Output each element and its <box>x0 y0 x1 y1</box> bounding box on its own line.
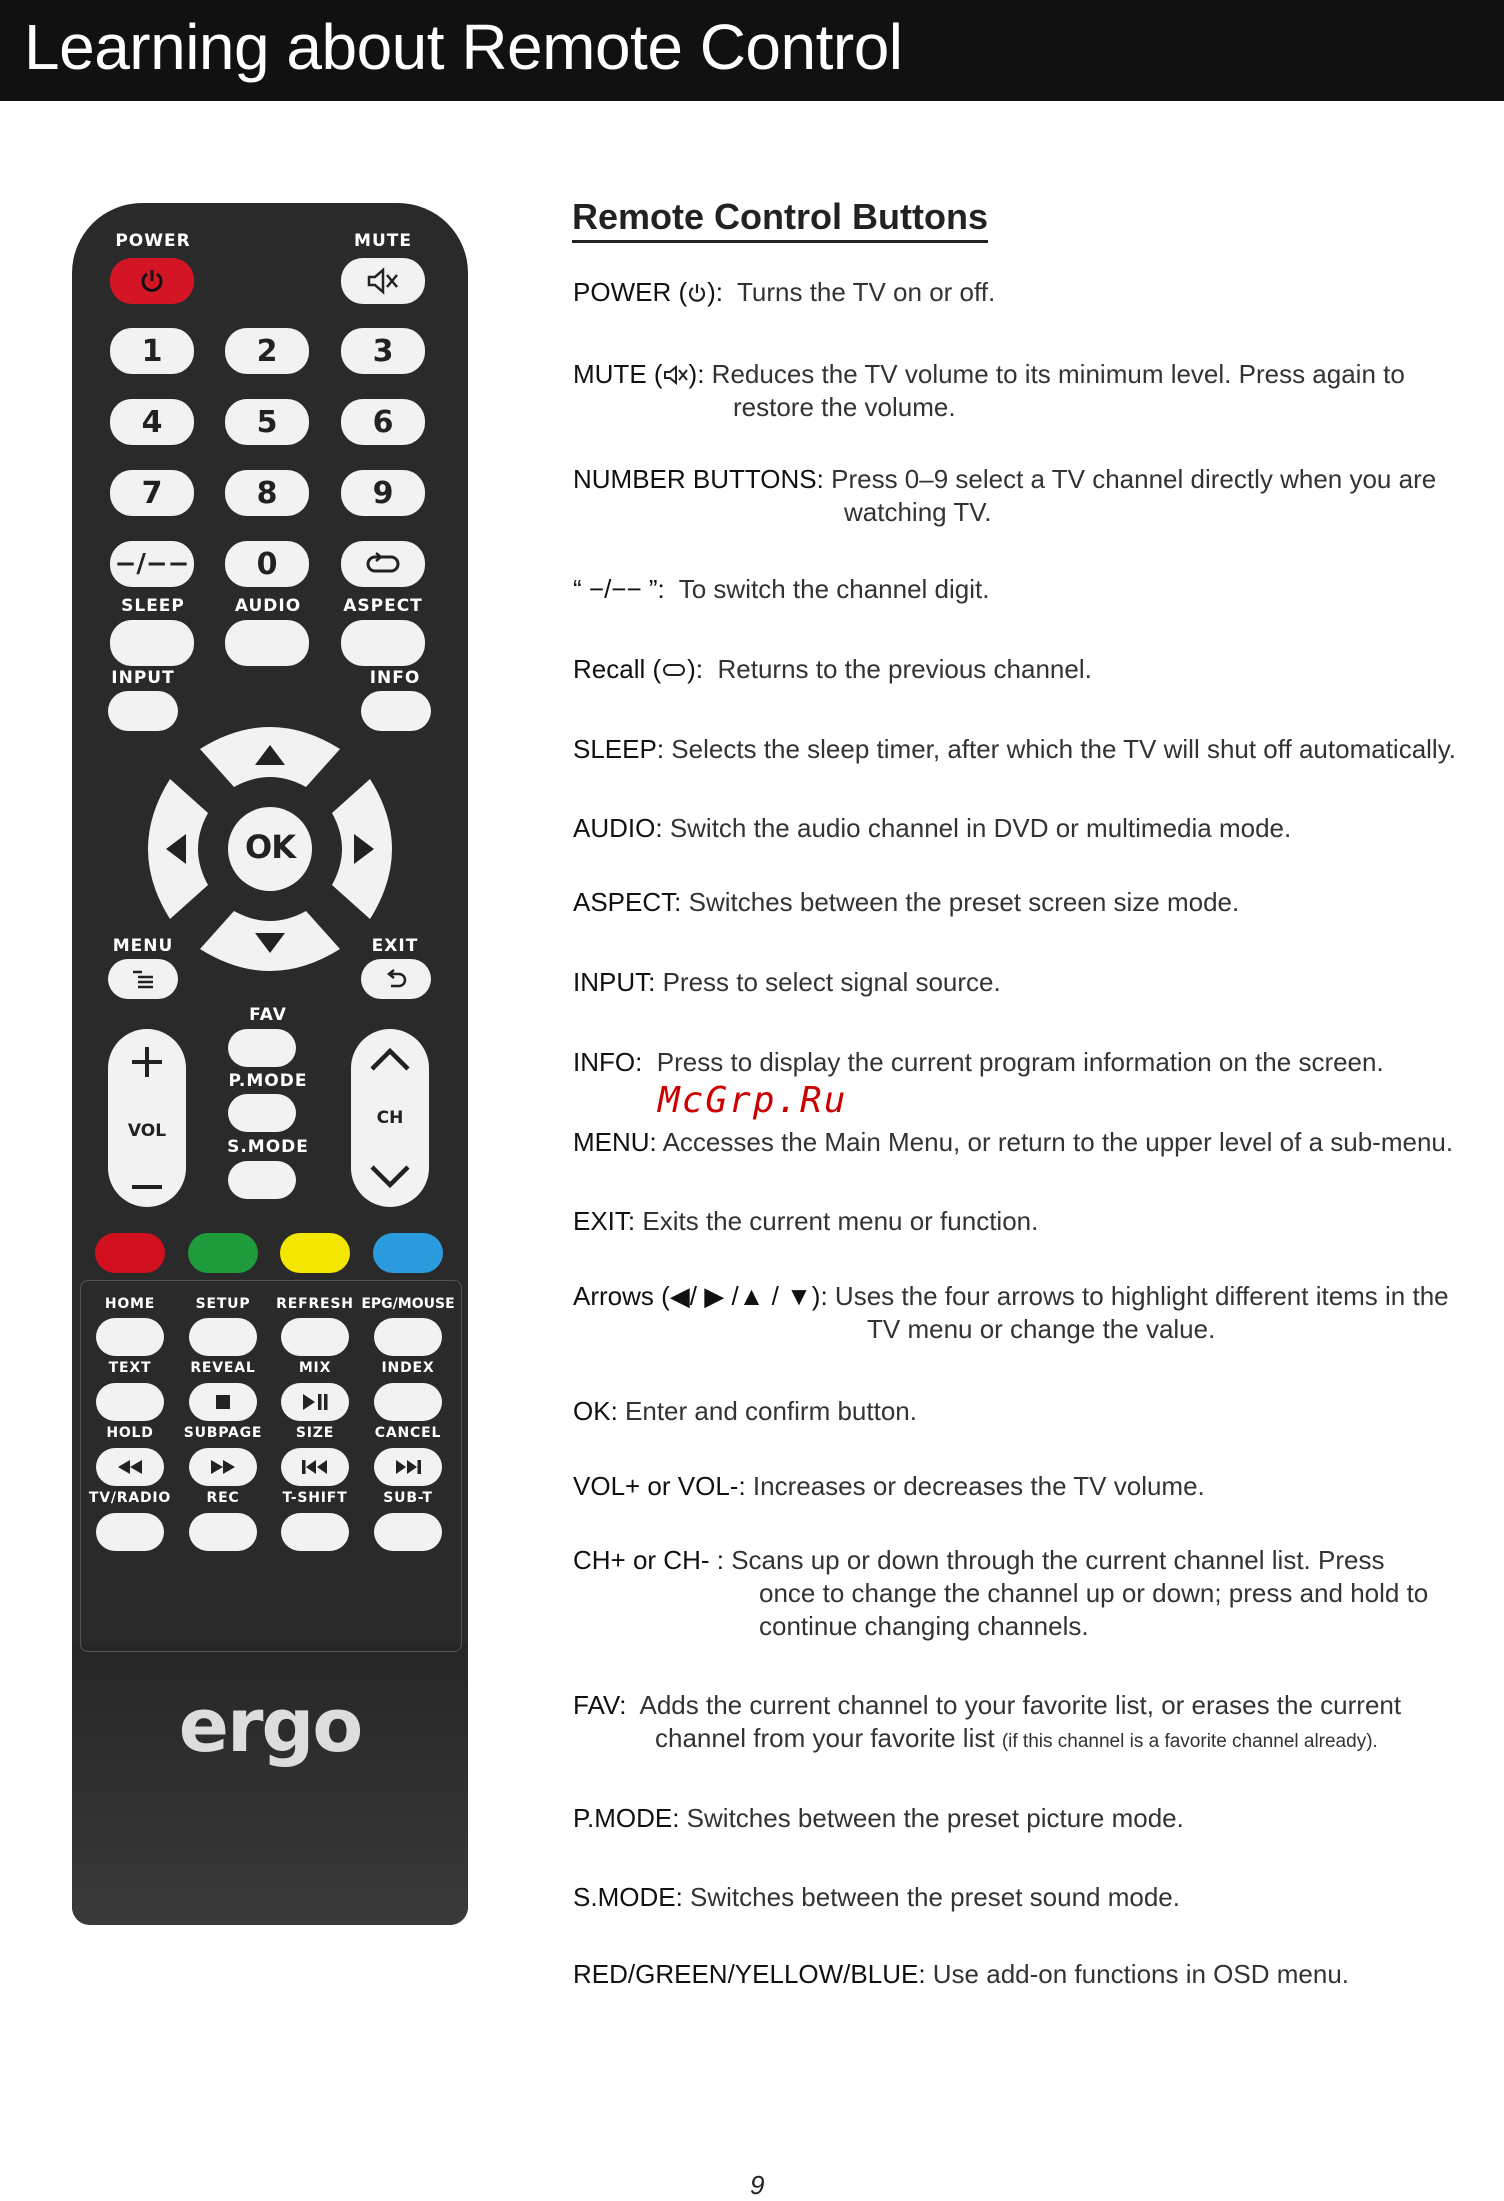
dash-button[interactable]: −/−− <box>110 541 194 587</box>
entry-aspect <box>573 886 1493 919</box>
power-icon <box>687 282 707 304</box>
pmode-desc: Switches between the preset picture mode. <box>686 1803 1184 1833</box>
info-key: INFO: <box>573 1047 643 1077</box>
digit-3-button[interactable]: 3 <box>341 328 425 374</box>
remote-illustration <box>72 203 468 1925</box>
hold-button[interactable] <box>96 1448 164 1486</box>
exit-label: EXIT <box>371 936 419 956</box>
ch-key: CH+ or CH- : <box>573 1545 724 1575</box>
tshift-label: T-SHIFT <box>282 1490 348 1506</box>
index-button[interactable] <box>374 1383 442 1421</box>
entry-exit <box>573 1205 1493 1238</box>
home-button[interactable] <box>96 1318 164 1356</box>
exit-button[interactable] <box>361 959 431 999</box>
menu-desc: Accesses the Main Menu, or return to the upper level of a sub-menu. <box>662 1127 1454 1157</box>
dash-key: “ −/−− ”: <box>573 574 665 604</box>
chevron-down-icon <box>368 1163 412 1191</box>
minus-icon <box>130 1183 164 1191</box>
entry-arrows <box>573 1280 1493 1346</box>
digit-2-button[interactable]: 2 <box>225 328 309 374</box>
number-desc-2: watching TV. <box>844 497 992 527</box>
number-desc-1: Press 0–9 select a TV channel directly when you are <box>831 464 1437 494</box>
stop-icon <box>214 1393 232 1411</box>
sleep-desc: Selects the sleep timer, after which the TV will shut off automatically. <box>671 734 1456 764</box>
epg-label: EPG/MOUSE <box>361 1296 455 1312</box>
number-key: NUMBER BUTTONS: <box>573 464 824 494</box>
size-button[interactable] <box>281 1448 349 1486</box>
entry-rgyb <box>573 1958 1493 1991</box>
refresh-button[interactable] <box>281 1318 349 1356</box>
index-label: INDEX <box>381 1360 435 1376</box>
ch-label: CH <box>376 1108 404 1128</box>
info-label: INFO <box>369 668 421 688</box>
rgyb-key: RED/GREEN/YELLOW/BLUE: <box>573 1959 926 1989</box>
power-icon <box>137 266 167 296</box>
vol-key: VOL+ or VOL-: <box>573 1471 746 1501</box>
fav-label: FAV <box>249 1005 287 1025</box>
input-label: INPUT <box>111 668 175 688</box>
red-button[interactable] <box>95 1233 165 1273</box>
rec-label: REC <box>206 1490 240 1506</box>
tvradio-label: TV/RADIO <box>88 1490 172 1506</box>
return-icon <box>383 968 409 990</box>
setup-label: SETUP <box>195 1296 251 1312</box>
text-button[interactable] <box>96 1383 164 1421</box>
aspect-button[interactable] <box>341 620 425 666</box>
plus-icon <box>130 1045 164 1079</box>
ch-rocker[interactable] <box>351 1029 429 1207</box>
power-key: POWER ( <box>573 277 688 307</box>
entry-smode <box>573 1881 1493 1914</box>
fav-button[interactable] <box>228 1029 296 1067</box>
subt-label: SUB-T <box>383 1490 433 1506</box>
arrows-desc-1: Uses the four arrows to highlight different items in the <box>834 1281 1449 1311</box>
smode-desc: Switches between the preset sound mode. <box>690 1882 1180 1912</box>
fav-desc-1: Adds the current channel to your favorite list, or erases the current <box>639 1690 1402 1720</box>
audio-label: AUDIO <box>234 596 302 616</box>
chevron-up-icon <box>368 1045 412 1073</box>
digit-8-button[interactable]: 8 <box>225 470 309 516</box>
power-key-end: ): <box>707 277 723 307</box>
mute-button[interactable] <box>341 258 425 304</box>
fav-desc-2-small: (if this channel is a favorite channel already). <box>1001 1731 1378 1752</box>
mute-key-end: ): <box>688 359 705 389</box>
menu-key: MENU: <box>573 1127 657 1157</box>
rec-button[interactable] <box>189 1513 257 1551</box>
mute-desc-1: Reduces the TV volume to its minimum level. Press again to <box>711 359 1405 389</box>
aspect-label: ASPECT <box>343 596 423 616</box>
recall-button[interactable] <box>341 541 425 587</box>
power-desc: Turns the TV on or off. <box>736 277 996 307</box>
entry-info <box>573 1046 1493 1079</box>
recall-key: Recall ( <box>573 654 662 684</box>
dash-desc: To switch the channel digit. <box>678 574 990 604</box>
sleep-key: SLEEP: <box>573 734 665 764</box>
ok-label: OK <box>245 828 295 866</box>
digit-4-button[interactable]: 4 <box>110 399 194 445</box>
mix-button[interactable] <box>281 1383 349 1421</box>
hold-label: HOLD <box>106 1425 154 1441</box>
pmode-key: P.MODE: <box>573 1803 680 1833</box>
exit-key: EXIT: <box>573 1206 636 1236</box>
smode-button[interactable] <box>228 1161 296 1199</box>
page-title: Learning about Remote Control <box>24 11 903 83</box>
vol-label: VOL <box>127 1121 167 1141</box>
pmode-label: P.MODE <box>228 1071 308 1091</box>
ok-desc: Enter and confirm button. <box>625 1396 917 1426</box>
menu-icon <box>130 969 156 989</box>
pmode-button[interactable] <box>228 1094 296 1132</box>
recall-key-end: ): <box>687 654 704 684</box>
page-header <box>0 0 1504 101</box>
digit-1-button[interactable]: 1 <box>110 328 194 374</box>
recall-icon <box>661 661 687 681</box>
menu-label: MENU <box>112 936 174 956</box>
vol-rocker[interactable] <box>108 1029 186 1207</box>
entry-menu <box>573 1126 1493 1159</box>
play-pause-icon <box>301 1392 329 1412</box>
epg-mouse-button[interactable] <box>374 1318 442 1356</box>
digit-6-button[interactable]: 6 <box>341 399 425 445</box>
recall-icon <box>363 552 403 576</box>
entry-ok <box>573 1395 1493 1428</box>
ok-key: OK: <box>573 1396 618 1426</box>
audio-desc: Switch the audio channel in DVD or multimedia mode. <box>669 813 1292 843</box>
sleep-button[interactable] <box>110 620 194 666</box>
entry-ch <box>573 1544 1493 1643</box>
rgyb-desc: Use add-on functions in OSD menu. <box>932 1959 1349 1989</box>
size-label: SIZE <box>295 1425 335 1441</box>
entry-number <box>573 463 1493 529</box>
mute-icon <box>663 364 689 386</box>
entry-mute <box>573 358 1493 424</box>
mute-key: MUTE ( <box>573 359 663 389</box>
tshift-button[interactable] <box>281 1513 349 1551</box>
power-button[interactable] <box>110 258 194 304</box>
green-button[interactable] <box>188 1233 258 1273</box>
input-desc: Press to select signal source. <box>662 967 1001 997</box>
rewind-icon <box>116 1458 144 1476</box>
yellow-button[interactable] <box>280 1233 350 1273</box>
mute-desc-2: restore the volume. <box>733 392 956 422</box>
digit-9-button[interactable]: 9 <box>341 470 425 516</box>
mix-label: MIX <box>298 1360 332 1376</box>
recall-desc: Returns to the previous channel. <box>717 654 1092 684</box>
section-title: Remote Control Buttons <box>572 196 988 243</box>
entry-recall <box>573 653 1493 686</box>
entry-pmode <box>573 1802 1493 1835</box>
input-key: INPUT: <box>573 967 656 997</box>
menu-button[interactable] <box>108 959 178 999</box>
fav-key: FAV: <box>573 1690 627 1720</box>
entry-input <box>573 966 1493 999</box>
text-label: TEXT <box>108 1360 152 1376</box>
vol-desc: Increases or decreases the TV volume. <box>752 1471 1205 1501</box>
refresh-label: REFRESH <box>276 1296 354 1312</box>
digit-5-button[interactable]: 5 <box>225 399 309 445</box>
entry-fav <box>573 1689 1493 1758</box>
audio-button[interactable] <box>225 620 309 666</box>
entry-vol <box>573 1470 1493 1503</box>
home-label: HOME <box>104 1296 156 1312</box>
entry-sleep <box>573 733 1493 766</box>
ch-desc-2: once to change the channel up or down; press and hold to <box>759 1578 1429 1608</box>
digit-7-button[interactable]: 7 <box>110 470 194 516</box>
page-number: 9 <box>750 2170 765 2200</box>
sleep-label: SLEEP <box>121 596 185 616</box>
aspect-key: ASPECT: <box>573 887 682 917</box>
fast-forward-icon <box>209 1458 237 1476</box>
digit-0-button[interactable]: 0 <box>225 541 309 587</box>
reveal-label: REVEAL <box>190 1360 256 1376</box>
subt-button[interactable] <box>374 1513 442 1551</box>
info-desc: Press to display the current program information on the screen. <box>656 1047 1384 1077</box>
setup-button[interactable] <box>189 1318 257 1356</box>
watermark: McGrp.Ru <box>658 1080 848 1121</box>
aspect-desc: Switches between the preset screen size mode. <box>688 887 1240 917</box>
cancel-label: CANCEL <box>374 1425 442 1441</box>
tvradio-button[interactable] <box>96 1513 164 1551</box>
arrows-key: Arrows (◀/ ▶ /▲ / ▼): <box>573 1281 828 1311</box>
entry-audio <box>573 812 1493 845</box>
smode-key: S.MODE: <box>573 1882 683 1912</box>
subpage-button[interactable] <box>189 1448 257 1486</box>
entry-dash <box>573 573 1493 606</box>
ch-desc-3: continue changing channels. <box>759 1611 1089 1641</box>
mute-icon <box>366 267 400 295</box>
arrows-desc-2: TV menu or change the value. <box>867 1314 1216 1344</box>
skip-previous-icon <box>300 1458 330 1476</box>
cancel-button[interactable] <box>374 1448 442 1486</box>
audio-key: AUDIO: <box>573 813 663 843</box>
subpage-label: SUBPAGE <box>183 1425 263 1441</box>
mute-label: MUTE <box>354 231 412 251</box>
fav-desc-2: channel from your favorite list <box>655 1723 995 1753</box>
smode-label: S.MODE <box>227 1137 309 1157</box>
power-label: POWER <box>115 231 191 251</box>
skip-next-icon <box>393 1458 423 1476</box>
entry-power <box>573 276 1493 309</box>
reveal-button[interactable] <box>189 1383 257 1421</box>
blue-button[interactable] <box>373 1233 443 1273</box>
ch-desc-1: Scans up or down through the current channel list. Press <box>731 1545 1385 1575</box>
exit-desc: Exits the current menu or function. <box>642 1206 1039 1236</box>
brand-logo: ergo <box>178 1683 362 1769</box>
